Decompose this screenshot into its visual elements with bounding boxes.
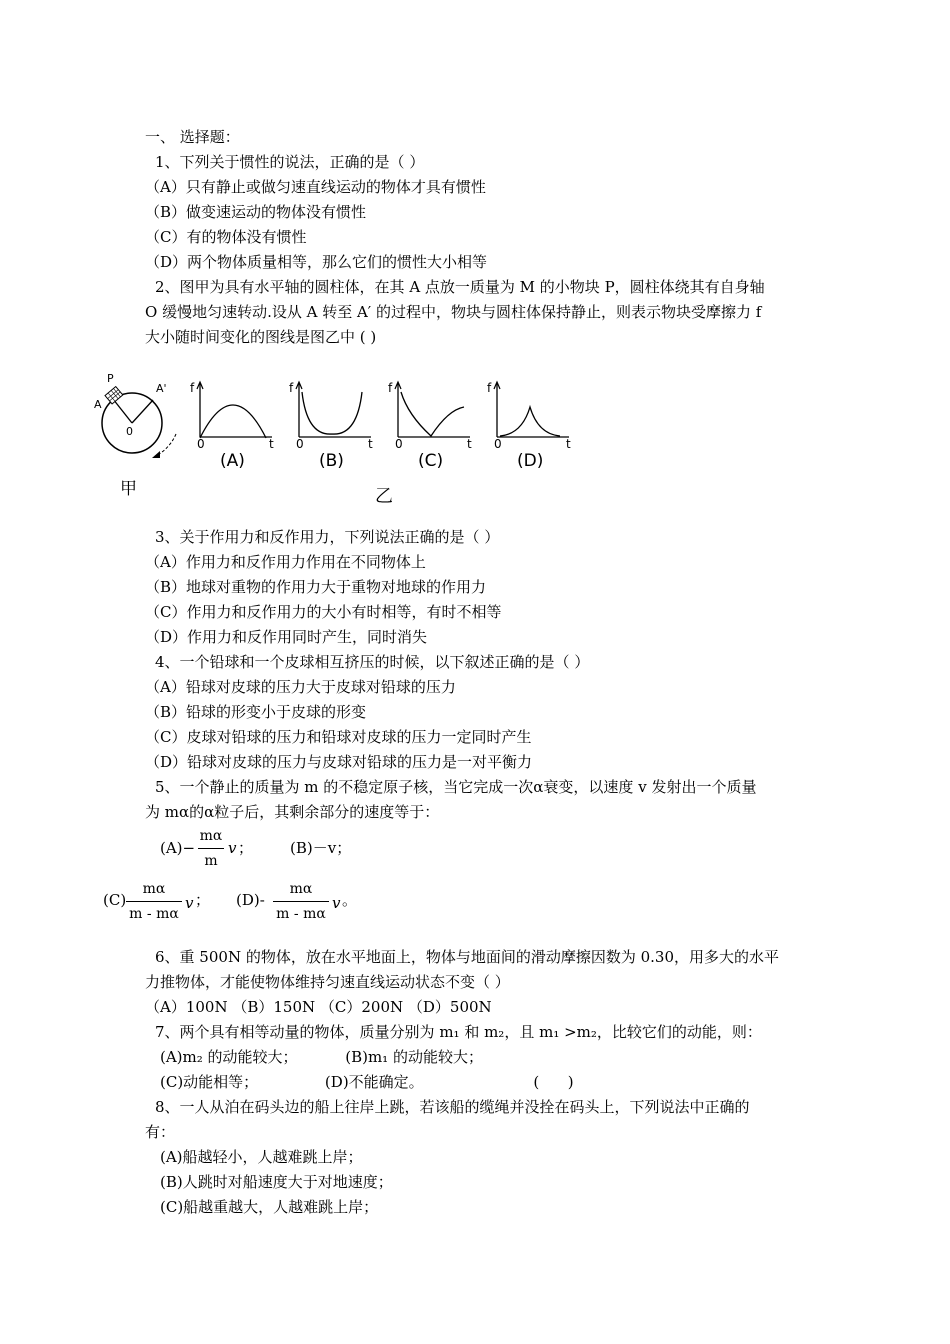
q3-option-c: （C）作用力和反作用力的大小有时相等，有时不相等 — [145, 603, 502, 621]
q7-options-ab: (A)m₂ 的动能较大； (B)m₁ 的动能较大； — [160, 1048, 483, 1066]
q3-option-a: （A）作用力和反作用力作用在不同物体上 — [145, 553, 426, 571]
q2-line2: O 缓慢地匀速转动.设从 A 转至 A′ 的过程中，物块与圆柱体保持静止，则表示物块受摩擦力 f — [145, 303, 762, 321]
y-axis-label: f — [388, 381, 393, 395]
q7-line1: 7、两个具有相等动量的物体，质量分别为 m₁ 和 m₂，且 m₁ >m₂，比较它们的动能，则： — [155, 1023, 762, 1041]
y-axis-label: f — [487, 381, 492, 395]
q1-option-b: （B）做变速运动的物体没有惯性 — [145, 203, 367, 221]
label-a-prime: A' — [156, 382, 167, 395]
q5-c-label: (C) — [103, 891, 127, 909]
label-p: P — [107, 372, 114, 385]
q8-line2: 有： — [145, 1123, 176, 1141]
x-axis-label: t — [566, 437, 571, 451]
x-axis-label: t — [368, 437, 373, 451]
q2-line3: 大小随时间变化的图线是图乙中 ( ) — [145, 328, 377, 346]
origin-label: 0 — [197, 437, 205, 451]
q5-c-numerator: mα — [142, 881, 166, 897]
q5-a-tail: ； — [238, 839, 254, 857]
graph-d — [487, 381, 571, 471]
q5-option-b: (B)－v； — [290, 839, 352, 857]
q1-option-c: （C）有的物体没有惯性 — [145, 228, 307, 246]
q7-options-cd: (C)动能相等； (D)不能确定。 ( ) — [160, 1073, 574, 1091]
q5-d-tail: 。 — [342, 891, 358, 909]
q5-a-fraction-bar — [198, 848, 224, 849]
origin-label: 0 — [395, 437, 403, 451]
q3-stem: 3、关于作用力和反作用力，下列说法正确的是（ ） — [155, 528, 500, 546]
q5-line2: 为 mα的α粒子后，其剩余部分的速度等于： — [145, 803, 440, 821]
option-label: (C) — [418, 451, 444, 471]
caption-jia: 甲 — [120, 479, 137, 499]
q2-line1: 2、图甲为具有水平轴的圆柱体，在其 A 点放一质量为 M 的小物块 P，圆柱体绕其有自身轴 — [155, 278, 765, 296]
q5-c-fraction-bar — [126, 901, 182, 902]
y-axis-label: f — [289, 381, 294, 395]
q2-figure — [0, 0, 950, 520]
figure-yi — [190, 381, 571, 471]
q5-a-numerator: mα — [199, 828, 223, 844]
option-label: (A) — [220, 451, 245, 471]
q8-option-c: (C)船越重越大，人越难跳上岸； — [160, 1198, 379, 1216]
q8-option-a: (A)船越轻小，人越难跳上岸； — [160, 1148, 363, 1166]
origin-label: 0 — [296, 437, 304, 451]
q8-option-b: (B)人跳时对船速度大于对地速度； — [160, 1173, 393, 1191]
friction-curve — [200, 405, 266, 438]
q3-option-d: （D）作用力和反作用同时产生，同时消失 — [145, 628, 428, 646]
radius-to-a-prime — [132, 400, 153, 423]
q4-option-d: （D）铅球对皮球的压力与皮球对铅球的压力是一对平衡力 — [145, 753, 533, 771]
q1-stem: 1、下列关于惯性的说法，正确的是（ ） — [155, 153, 425, 171]
option-label: (D) — [517, 451, 544, 471]
q4-option-c: （C）皮球对铅球的压力和铅球对皮球的压力一定同时产生 — [145, 728, 532, 746]
figure-jia — [94, 372, 176, 499]
q6-options: （A）100N （B）150N （C）200N （D）500N — [145, 998, 492, 1016]
q6-line2: 力推物体，才能使物体维持匀速直线运动状态不变（ ） — [145, 973, 510, 991]
q5-d-v: v — [332, 894, 341, 912]
q5-d-fraction-bar — [273, 901, 329, 902]
radius-to-a — [113, 399, 132, 423]
q5-a-label: (A)− — [160, 839, 196, 857]
q5-a-denominator: m — [204, 853, 218, 869]
block-p — [105, 387, 123, 404]
q5-d-numerator: mα — [289, 881, 313, 897]
q5-a-v: v — [228, 839, 237, 857]
q4-stem: 4、一个铅球和一个皮球相互挤压的时候，以下叙述正确的是（ ） — [155, 653, 590, 671]
q1-option-a: （A）只有静止或做匀速直线运动的物体才具有惯性 — [145, 178, 486, 196]
q4-option-b: （B）铅球的形变小于皮球的形变 — [145, 703, 367, 721]
label-o: 0 — [126, 425, 133, 438]
graph-a — [190, 381, 274, 471]
option-label: (B) — [319, 451, 344, 471]
q5-d-denominator: m - mα — [276, 906, 326, 922]
friction-curve — [500, 407, 560, 436]
caption-yi: 乙 — [375, 486, 393, 507]
friction-curve — [302, 392, 362, 434]
q3-option-b: （B）地球对重物的作用力大于重物对地球的作用力 — [145, 578, 487, 596]
q5-c-tail: ； — [195, 891, 211, 909]
q4-option-a: （A）铅球对皮球的压力大于皮球对铅球的压力 — [145, 678, 456, 696]
q5-line1: 5、一个静止的质量为 m 的不稳定原子核，当它完成一次α衰变，以速度 v 发射出一个质量 — [155, 778, 757, 796]
y-axis-label: f — [190, 381, 195, 395]
friction-curve — [401, 392, 464, 436]
q5-d-label: (D)- — [236, 891, 265, 909]
origin-label: 0 — [494, 437, 502, 451]
q8-line1: 8、一人从泊在码头边的船上往岸上跳，若该船的缆绳并没拴在码头上，下列说法中正确的 — [155, 1098, 750, 1116]
q1-option-d: （D）两个物体质量相等，那么它们的惯性大小相等 — [145, 253, 488, 271]
graph-c — [388, 381, 472, 471]
x-axis-label: t — [269, 437, 274, 451]
label-a: A — [94, 398, 102, 411]
x-axis-label: t — [467, 437, 472, 451]
q6-line1: 6、重 500N 的物体，放在水平地面上，物体与地面间的滑动摩擦因数为 0.30，用多大的水平 — [155, 948, 780, 966]
section-title: 一、 选择题： — [145, 128, 240, 146]
arrow-head-icon — [152, 451, 160, 458]
q5-c-v: v — [185, 894, 194, 912]
q5-c-denominator: m - mα — [129, 906, 179, 922]
graph-b — [289, 381, 373, 471]
